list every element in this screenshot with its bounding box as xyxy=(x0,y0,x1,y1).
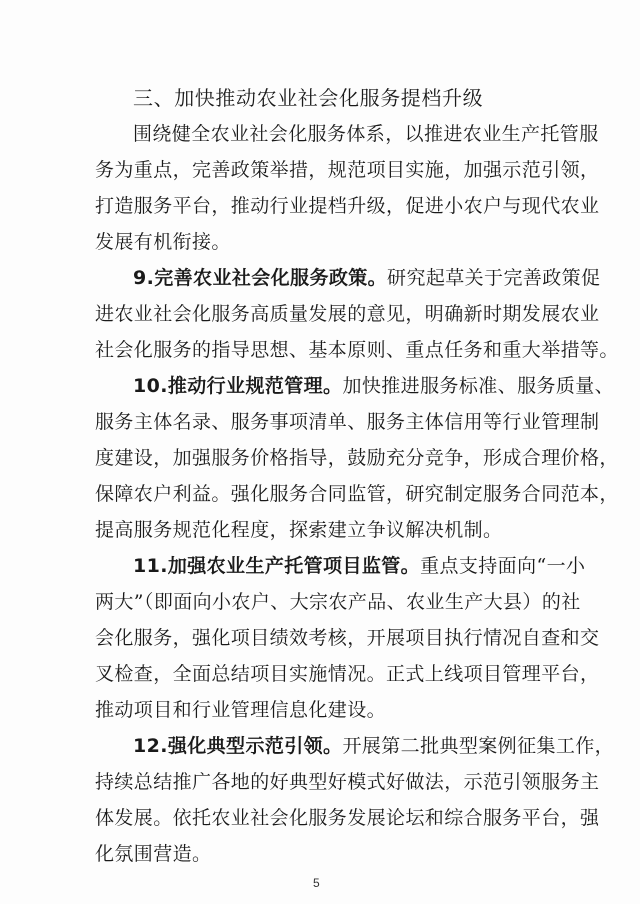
item10-line-5: 提高服务规范化程度，探索建立争议解决机制。 xyxy=(95,519,503,541)
item10-title: 10.推动行业规范管理。 xyxy=(133,375,343,397)
item9-first-line xyxy=(133,266,600,290)
item11-first-line xyxy=(133,554,585,578)
item12-line-4: 化氛围营造。 xyxy=(95,843,212,865)
item12-line-2: 持续总结推广各地的好典型好模式好做法，示范引领服务主 xyxy=(95,771,600,793)
intro-line-4: 发展有机衔接。 xyxy=(95,231,231,253)
intro-line-1: 围绕健全农业社会化服务体系，以推进农业生产托管服 xyxy=(133,123,599,145)
item10-line-4: 保障农户利益。强化服务合同监管，研究制定服务合同范本， xyxy=(95,483,619,505)
item11-line-4: 叉检查，全面总结项目实施情况。正式上线项目管理平台， xyxy=(95,663,600,685)
page-number: 5 xyxy=(313,876,320,890)
intro-line-3: 打造服务平台，推动行业提档升级，促进小农户与现代农业 xyxy=(95,195,600,217)
item11-line-3: 会化服务，强化项目绩效考核，开展项目执行情况自查和交 xyxy=(95,627,600,649)
item11-line-2: 两大”（即面向小农户、大宗农产品、农业生产大县）的社 xyxy=(95,591,581,613)
item9-line-2: 进农业社会化服务高质量发展的意见，明确新时期发展农业 xyxy=(95,303,600,325)
item11-title: 11.加强农业生产托管项目监管。 xyxy=(133,555,421,577)
item12-line-3: 体发展。依托农业社会化服务发展论坛和综合服务平台，强 xyxy=(95,807,600,829)
section-heading: 三、加快推动农业社会化服务提档升级 xyxy=(133,86,484,110)
item12-first-text: 开展第二批典型案例征集工作， xyxy=(342,735,615,757)
item11-first-text: 重点支持面向“一小 xyxy=(420,555,586,577)
item12-first-line xyxy=(133,734,614,758)
item12-title: 12.强化典型示范引领。 xyxy=(133,735,343,757)
item11-line-5: 推动项目和行业管理信息化建设。 xyxy=(95,699,387,721)
item10-first-line xyxy=(133,374,614,398)
item9-title: 9.完善农业社会化服务政策。 xyxy=(133,267,388,289)
item10-first-text: 加快推进服务标准、服务质量、 xyxy=(342,375,615,397)
item9-line-3: 社会化服务的指导思想、基本原则、重点任务和重大举措等。 xyxy=(95,339,619,361)
item10-line-2: 服务主体名录、服务事项清单、服务主体信用等行业管理制 xyxy=(95,411,600,433)
intro-line-2: 务为重点，完善政策举措，规范项目实施，加强示范引领， xyxy=(95,159,600,181)
item9-first-text: 研究起草关于完善政策促 xyxy=(387,267,601,289)
item10-line-3: 度建设，加强服务价格指导，鼓励充分竞争，形成合理价格， xyxy=(95,447,619,469)
